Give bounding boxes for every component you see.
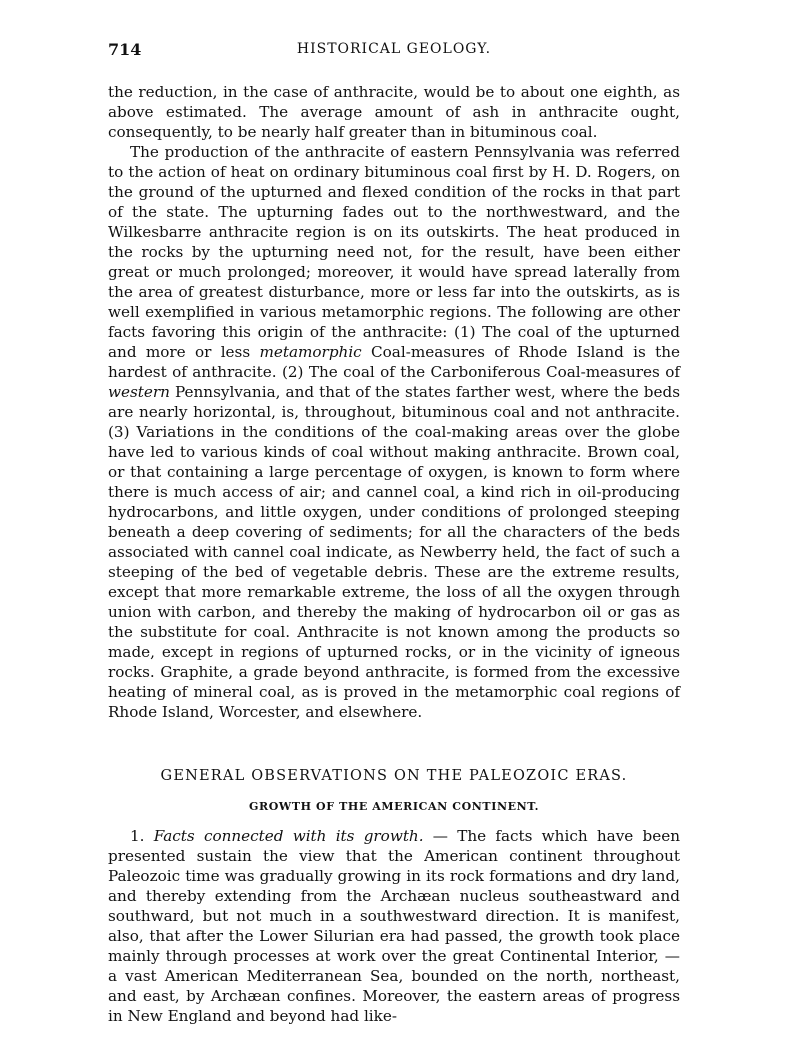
text-run: The facts which have been presented sustain the view that the American continent throughout Paleozoic time was gradually growing in its rock formations and dry land, and thereby extending from the Archæan nucleus southeastward and southward, but not much in a southwestward direction. It is manifest, also, that after the Lower Silurian era had passed, the growth took place mainly through processes at work over the great Continental Interior, — a vast American Mediterranean Sea, bounded on the north, northeast, and east, by Archæan confines. Moreover, the eastern areas of progress in New England and beyond had like-	[108, 827, 680, 1025]
text-run: The production of the anthracite of eastern Pennsylvania was referred to the action of heat on ordinary bituminous coal first by H. D. Rogers, on the ground of the upturned and flexed condition of the rocks in that part of the state. The upturning fades out to the northwestward, and the Wilkesbarre anthracite region is on its outskirts. The heat produced in the rocks by the upturning need not, for the result, have been either great or much prolonged; moreover, it would have spread laterally from the area of greatest disturbance, more or less far into the outskirts, as is well exemplified in various metamorphic regions. The following are other facts favoring this origin of the anthracite: (1) The coal of the upturned and more or less	[108, 143, 680, 361]
text-run: Pennsylvania, and that of the states farther west, where the beds are nearly horizontal, is, throughout, bituminous coal and not anthracite. (3) Variations in the conditions of the coal-making areas over the globe have led to various kinds of coal without making anthracite. Brown coal, or that containing a large percentage of oxygen, is known to form where there is much access of air; and cannel coal, a kind rich in oil-producing hydrocarbons, and little oxygen, under conditions of prolonged steeping beneath a deep covering of sediments; for all the characters of the beds associated with cannel coal indicate, as Newberry held, the fact of such a steeping of the bed of vegetable debris. These are the extreme results, except that more remarkable extreme, the loss of all the oxygen through union with carbon, and thereby the making of hydrocarbon oil or gas as the substitute for coal. Anthracite is not known among the products so made, except in regions of upturned rocks, or in the vicinity of igneous rocks. Graphite, a grade beyond anthracite, is formed from the excessive heating of mineral coal, as is proved in the metamorphic coal regions of Rhode Island, Worcester, and elsewhere.	[108, 383, 680, 721]
em-dash: —	[423, 827, 458, 845]
paragraph-title: Facts connected with its growth.	[153, 827, 424, 845]
section-heading: GENERAL OBSERVATIONS ON THE PALEOZOIC ERAS.	[160, 768, 628, 784]
running-title: HISTORICAL GEOLOGY.	[296, 41, 492, 57]
italic-term: metamorphic	[259, 343, 362, 361]
subsection-heading: GROWTH OF THE AMERICAN CONTINENT.	[248, 800, 540, 813]
running-head	[108, 40, 680, 64]
text-run: Coal-measures of Rhode Island is the hardest of anthracite. (2) The coal of the Carboniferous Coal-measures of	[108, 343, 681, 381]
page-number: 714	[108, 40, 142, 59]
paragraph-numbered	[108, 826, 680, 1026]
paragraph-continuation: the reduction, in the case of anthracite, would be to about one eighth, as above estimated. The average amount of ash in anthracite ought, consequently, to be nearly half greater than in bituminous coal.	[108, 83, 680, 141]
paragraph-anthracite-origin	[108, 142, 680, 722]
italic-term: western	[108, 383, 170, 401]
book-page	[108, 40, 680, 1026]
paragraph-number: 1.	[130, 827, 154, 845]
